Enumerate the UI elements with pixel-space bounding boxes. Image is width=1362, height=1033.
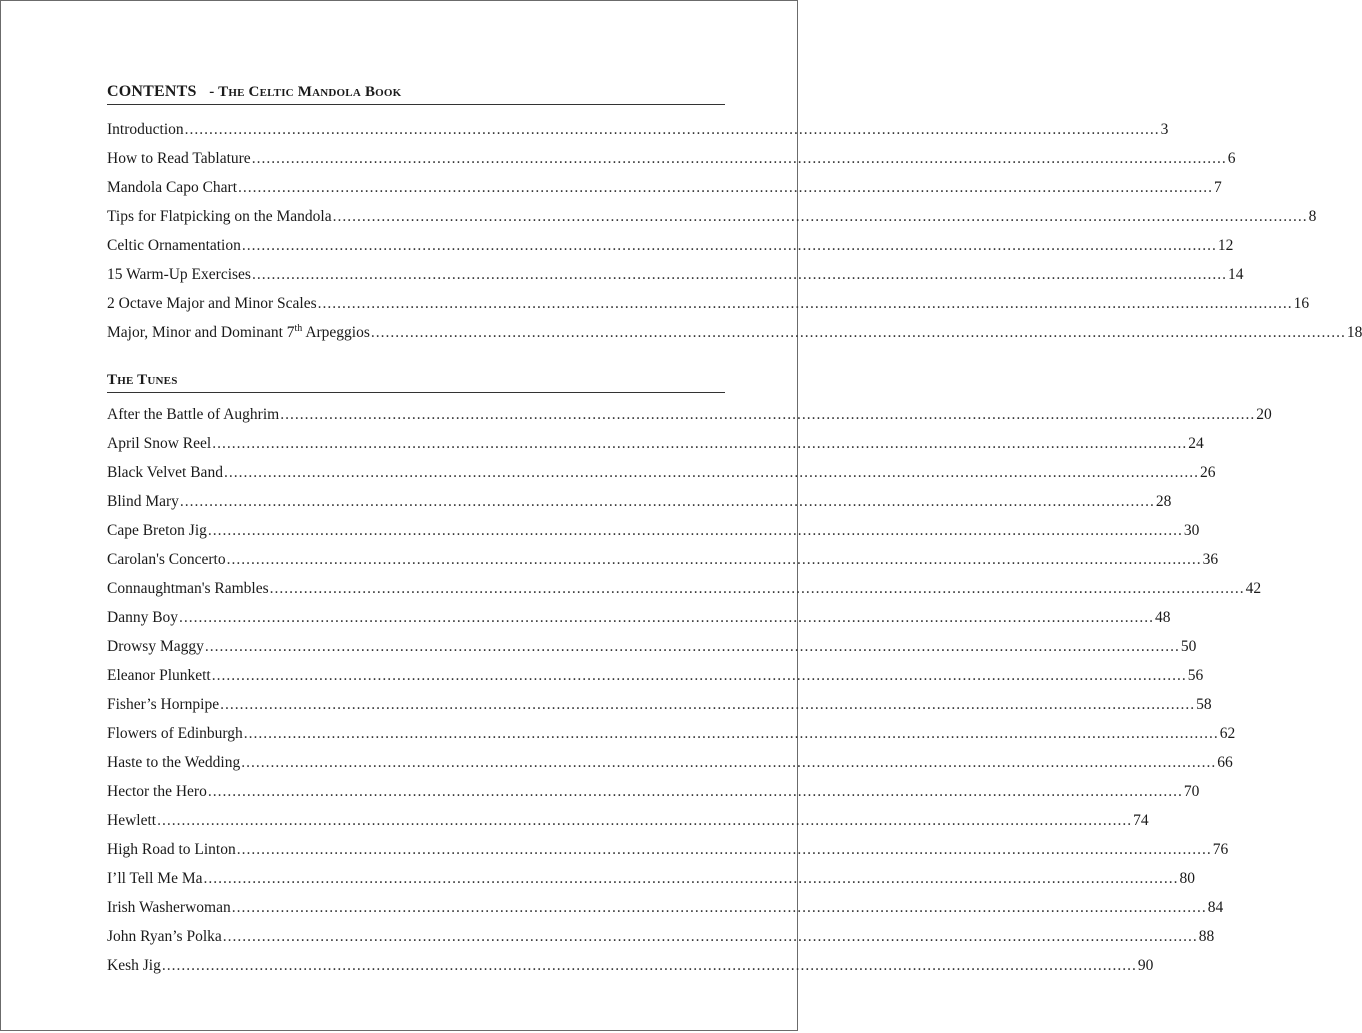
- dot-leader: ........................................................................................................................................................................................................: [226, 551, 1202, 568]
- dot-leader: ........................................................................................................................................................................................................: [207, 783, 1183, 800]
- toc-entry-page-number: 36: [1202, 551, 1219, 568]
- toc-entry-page-number: 24: [1188, 435, 1204, 452]
- toc-entry-title: [107, 690, 219, 719]
- toc-entry-page-number: 12: [1217, 237, 1234, 254]
- contents-heading: [107, 82, 725, 105]
- toc-entry-page-number: 26: [1199, 464, 1216, 481]
- toc-entry: [107, 632, 1197, 661]
- toc-entry-title: [107, 777, 207, 806]
- toc-entry: [107, 806, 1149, 835]
- toc-entry: [107, 719, 1236, 748]
- toc-entry: [107, 429, 1204, 458]
- toc-entry-title-text: April Snow Reel: [107, 435, 212, 452]
- toc-entry-title-text: John Ryan’s Polka: [107, 928, 222, 945]
- toc-entry-page-number: 18: [1346, 324, 1362, 341]
- toc-entry: [107, 922, 1215, 951]
- toc-entry-title-text: Haste to the Wedding: [107, 754, 241, 771]
- toc-entry: [107, 260, 1244, 289]
- toc-entry-title: [107, 429, 211, 458]
- dot-leader: ........................................................................................................................................................................................................: [223, 464, 1199, 481]
- toc-entry-title: [107, 922, 222, 951]
- toc-entry-page-number: 88: [1198, 928, 1215, 945]
- toc-entry: [107, 748, 1233, 777]
- toc-entry-page-number: 7: [1214, 179, 1222, 196]
- toc-entry-page-number: 30: [1183, 522, 1200, 539]
- dot-leader: ........................................................................................................................................................................................................: [238, 179, 1214, 196]
- dot-leader: ........................................................................................................................................................................................................: [370, 324, 1346, 341]
- toc-entry-title-text: Mandola Capo Chart: [107, 179, 238, 196]
- toc-entry-title: [107, 893, 231, 922]
- toc-entry: [107, 951, 1154, 980]
- toc-entry: [107, 835, 1229, 864]
- toc-entry: [107, 289, 1310, 318]
- toc-entry-title: [107, 632, 204, 661]
- toc-entry: [107, 516, 1200, 545]
- dot-leader: ........................................................................................................................................................................................................: [203, 870, 1179, 887]
- toc-entry: [107, 777, 1200, 806]
- contents-heading-word: CONTENTS: [107, 83, 197, 100]
- toc-entry-title: [107, 458, 223, 487]
- toc-entry-title: [107, 115, 184, 144]
- toc-entry-title: [107, 806, 156, 835]
- toc-entry: [107, 115, 1169, 144]
- toc-entry-title-text: Flowers of Edinburgh: [107, 725, 243, 742]
- toc-entry-title: [107, 661, 211, 690]
- toc-entry-title-text-rest: Arpeggios: [302, 324, 370, 341]
- toc-entry-page-number: 70: [1183, 783, 1200, 800]
- toc-entry-title-text: Cape Breton Jig: [107, 522, 207, 539]
- toc-entry-title-text: I’ll Tell Me Ma: [107, 870, 203, 887]
- toc-entry-page-number: 14: [1227, 266, 1244, 283]
- dot-leader: ........................................................................................................................................................................................................: [317, 295, 1293, 312]
- toc-entry: [107, 458, 1216, 487]
- toc-entry: [107, 202, 1317, 231]
- dot-leader: ........................................................................................................................................................................................................: [251, 266, 1227, 283]
- dot-leader: ........................................................................................................................................................................................................: [161, 957, 1137, 974]
- dot-leader: ........................................................................................................................................................................................................: [236, 841, 1212, 858]
- toc-entry-page-number: 62: [1219, 725, 1236, 742]
- dot-leader: ........................................................................................................................................................................................................: [251, 150, 1227, 167]
- toc-entry-title: [107, 835, 236, 864]
- dot-leader: ........................................................................................................................................................................................................: [241, 754, 1217, 771]
- toc-entry-title-text: Connaughtman's Rambles: [107, 580, 269, 597]
- toc-entry-page-number: 6: [1227, 150, 1236, 167]
- toc-entry-title-text: Danny Boy: [107, 609, 179, 626]
- toc-entry-page-number: 20: [1256, 406, 1272, 423]
- toc-entry-title: [107, 487, 179, 516]
- toc-entry: [107, 690, 1212, 719]
- toc-entry-title-text: Major, Minor and Dominant 7: [107, 324, 295, 341]
- toc-entry: [107, 487, 1172, 516]
- toc-entry-title: [107, 202, 332, 231]
- toc-entry-title-text: High Road to Linton: [107, 841, 236, 858]
- toc-entry-title-text: Celtic Ornamentation: [107, 237, 241, 254]
- dot-leader: ........................................................................................................................................................................................................: [211, 667, 1187, 684]
- toc-entry-title: [107, 719, 243, 748]
- toc-entry-page-number: 66: [1217, 754, 1233, 771]
- toc-entry-page-number: 8: [1308, 208, 1317, 225]
- toc-entry-title: [107, 574, 269, 603]
- toc-entry-page-number: 50: [1180, 638, 1197, 655]
- toc-entry-title-text: After the Battle of Aughrim: [107, 406, 280, 423]
- dot-leader: ........................................................................................................................................................................................................: [207, 522, 1183, 539]
- toc-entry-title: [107, 289, 317, 318]
- toc-entry-title: [107, 951, 161, 980]
- tune-entries-list: [107, 400, 1272, 980]
- toc-entry-title: [107, 545, 226, 574]
- toc-entry-title: [107, 603, 178, 632]
- toc-entry-page-number: 56: [1187, 667, 1204, 684]
- toc-entry: [107, 231, 1234, 260]
- toc-entry-page-number: 74: [1133, 812, 1149, 829]
- toc-entry: [107, 144, 1236, 173]
- toc-entry-title: [107, 260, 251, 289]
- toc-entry: [107, 864, 1195, 893]
- dot-leader: ........................................................................................................................................................................................................: [231, 899, 1207, 916]
- toc-entry-title: [107, 231, 241, 260]
- toc-entry-title: [107, 400, 279, 429]
- tunes-heading-label: The Tunes: [107, 372, 178, 388]
- toc-entry-title-text: Irish Washerwoman: [107, 899, 231, 916]
- toc-entry-page-number: 28: [1155, 493, 1172, 510]
- toc-entry: [107, 603, 1171, 632]
- toc-entry-title: [107, 864, 202, 893]
- toc-entry: [107, 400, 1272, 429]
- dot-leader: ........................................................................................................................................................................................................: [212, 435, 1188, 452]
- dot-leader: ........................................................................................................................................................................................................: [184, 121, 1160, 138]
- toc-entry-title: [107, 144, 251, 173]
- dot-leader: ........................................................................................................................................................................................................: [269, 580, 1245, 597]
- intro-entries-list: [107, 115, 1362, 347]
- toc-entry-title-text: Fisher’s Hornpipe: [107, 696, 220, 713]
- tunes-heading: [107, 370, 725, 393]
- toc-entry-title: [107, 173, 237, 202]
- toc-entry-title-text: Kesh Jig: [107, 957, 161, 974]
- toc-entry-title: [107, 748, 240, 777]
- toc-entry-title-superscript: th: [294, 322, 303, 334]
- toc-entry-title-text: 2 Octave Major and Minor Scales: [107, 295, 317, 312]
- toc-entry-page-number: 42: [1245, 580, 1262, 597]
- toc-entry-title: [107, 318, 370, 347]
- toc-entry-page-number: 16: [1293, 295, 1310, 312]
- toc-entry-page-number: 58: [1196, 696, 1212, 713]
- contents-heading-book-title: - The Celtic Mandola Book: [209, 84, 402, 100]
- toc-entry-page-number: 90: [1137, 957, 1154, 974]
- toc-entry-title-text: Blind Mary: [107, 493, 179, 510]
- toc-entry-page-number: 80: [1179, 870, 1195, 887]
- table-of-contents: [107, 82, 1362, 980]
- toc-entry-title-text: Tips for Flatpicking on the Mandola: [107, 208, 332, 225]
- dot-leader: ........................................................................................................................................................................................................: [222, 928, 1198, 945]
- toc-entry-title-text: Hewlett: [107, 812, 157, 829]
- toc-entry-page-number: 3: [1160, 121, 1169, 138]
- dot-leader: ........................................................................................................................................................................................................: [243, 725, 1219, 742]
- toc-entry-page-number: 84: [1207, 899, 1224, 916]
- dot-leader: ........................................................................................................................................................................................................: [280, 406, 1256, 423]
- dot-leader: ........................................................................................................................................................................................................: [179, 609, 1155, 626]
- dot-leader: ........................................................................................................................................................................................................: [332, 208, 1308, 225]
- dot-leader: ........................................................................................................................................................................................................: [157, 812, 1133, 829]
- dot-leader: ........................................................................................................................................................................................................: [204, 638, 1180, 655]
- dot-leader: ........................................................................................................................................................................................................: [241, 237, 1217, 254]
- dot-leader: ........................................................................................................................................................................................................: [179, 493, 1155, 510]
- toc-entry-title-text: Eleanor Plunkett: [107, 667, 211, 684]
- dot-leader: ........................................................................................................................................................................................................: [220, 696, 1196, 713]
- toc-entry-title-text: Drowsy Maggy: [107, 638, 204, 655]
- toc-entry-title: [107, 516, 207, 545]
- toc-entry-title-text: Black Velvet Band: [107, 464, 223, 481]
- toc-entry-title-text: Carolan's Concerto: [107, 551, 226, 568]
- toc-entry-page-number: 76: [1212, 841, 1229, 858]
- toc-entry: [107, 893, 1224, 922]
- toc-entry: [107, 173, 1222, 202]
- toc-entry: [107, 574, 1262, 603]
- toc-entry-page-number: 48: [1155, 609, 1171, 626]
- toc-entry-title-text: 15 Warm-Up Exercises: [107, 266, 251, 283]
- toc-entry: [107, 661, 1204, 690]
- toc-entry: [107, 545, 1219, 574]
- toc-entry: [107, 318, 1362, 347]
- toc-entry-title-text: How to Read Tablature: [107, 150, 251, 167]
- toc-entry-title-text: Introduction: [107, 121, 184, 138]
- toc-entry-title-text: Hector the Hero: [107, 783, 207, 800]
